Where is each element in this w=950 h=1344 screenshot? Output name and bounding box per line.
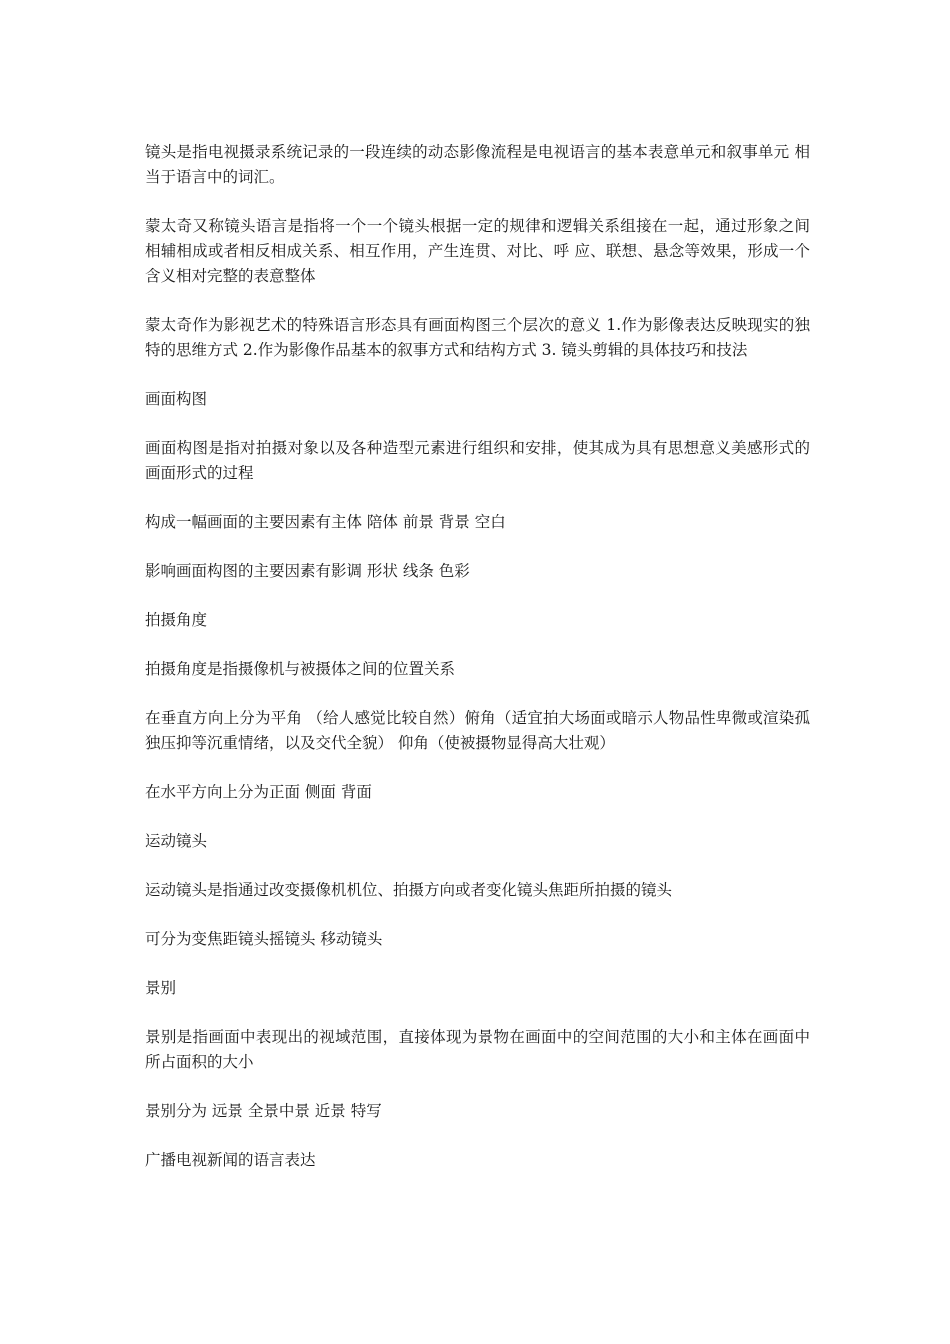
paragraph-horizontal-angles: 在水平方向上分为正面 侧面 背面 (145, 783, 372, 801)
paragraph-moving-shot-types: 可分为变焦距镜头摇镜头 移动镜头 (145, 930, 383, 948)
paragraph-composition-definition: 画面构图是指对拍摄对象以及各种造型元素进行组织和安排，使其成为具有思想意义美感形式的画面形式的过程 (145, 439, 810, 482)
paragraph-montage-meaning: 蒙太奇作为影视艺术的特殊语言形态具有画面构图三个层次的意义 1.作为影像表达反映现实的独特的思维方式 2.作为影像作品基本的叙事方式和结构方式 3. 镜头剪辑的具体技巧和技法 (145, 316, 810, 359)
paragraph-shot-size-definition: 景别是指画面中表现出的视域范围，直接体现为景物在画面中的空间范围的大小和主体在画面中所占面积的大小 (145, 1028, 810, 1071)
paragraph-composition-elements: 构成一幅画面的主要因素有主体 陪体 前景 背景 空白 (145, 513, 506, 531)
paragraph-shot-size-types: 景别分为 远景 全景中景 近景 特写 (145, 1102, 382, 1120)
paragraph-composition-factors: 影响画面构图的主要因素有影调 形状 线条 色彩 (145, 562, 470, 580)
paragraph-vertical-angles: 在垂直方向上分为平角 （给人感觉比较自然）俯角（适宜拍大场面或暗示人物品性卑微或渲染孤独压抑等沉重情绪，以及交代全貌） 仰角（使被摄物显得高大壮观） (145, 709, 810, 752)
document-body (145, 140, 810, 1197)
paragraph-shot-definition: 镜头是指电视摄录系统记录的一段连续的动态影像流程是电视语言的基本表意单元和叙事单元 相当于语言中的词汇。 (145, 143, 810, 186)
paragraph-montage-definition: 蒙太奇又称镜头语言是指将一个一个镜头根据一定的规律和逻辑关系组接在一起，通过形象之间相辅相成或者相反相成关系、相互作用，产生连贯、对比、呼 应、联想、悬念等效果，形成一个含义相对完整的表意整体 (145, 217, 810, 285)
heading-composition: 画面构图 (145, 390, 208, 408)
heading-moving-shot: 运动镜头 (145, 832, 208, 850)
heading-shot-size: 景别 (145, 979, 177, 997)
heading-shooting-angle: 拍摄角度 (145, 611, 208, 629)
paragraph-moving-shot-definition: 运动镜头是指通过改变摄像机机位、拍摄方向或者变化镜头焦距所拍摄的镜头 (145, 881, 673, 899)
heading-broadcast-news-language: 广播电视新闻的语言表达 (145, 1151, 316, 1169)
paragraph-angle-definition: 拍摄角度是指摄像机与被摄体之间的位置关系 (145, 660, 456, 678)
